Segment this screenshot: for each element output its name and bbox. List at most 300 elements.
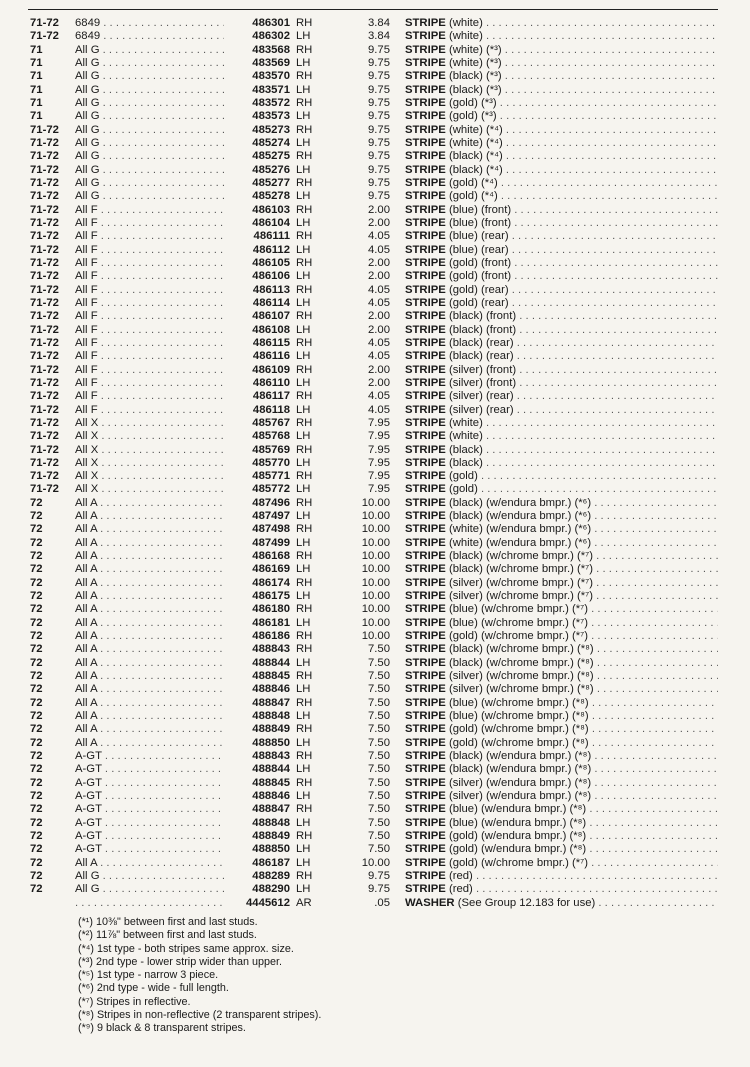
item-name: STRIPE [405,203,446,216]
item-name: STRIPE [405,416,446,429]
price-cell: 9.75 [368,136,390,149]
footnote: (*⁵) 1st type - narrow 3 piece. [78,969,219,982]
part-number-cell: 486301 [252,17,290,29]
side-cell: RH [296,776,313,789]
part-number-cell: 485769 [252,443,290,456]
part-number-cell: 488849 [252,830,290,843]
year-cell: 71-72 [30,230,59,243]
item-name: STRIPE [405,736,446,749]
model-cell: All G . . . [75,97,224,110]
year-cell: 71-72 [30,216,59,229]
item-detail: (black) (front) [448,323,517,336]
table-row [0,683,750,696]
part-number-cell: 485771 [252,470,290,483]
year-cell: 71-72 [30,136,59,149]
model-cell: All A . . . [75,657,224,670]
side-cell: LH [296,83,311,96]
description-cell [405,657,718,670]
table-row [0,377,750,390]
part-number-cell: 486302 [252,30,290,43]
table-row [0,457,750,470]
description-cell [405,843,718,856]
description-cell [405,590,718,603]
item-name: STRIPE [405,856,446,869]
part-number-cell: 485276 [252,163,290,176]
price-cell: 9.75 [368,43,390,56]
part-number-cell: 488844 [252,656,290,669]
table-row [0,297,750,310]
item-detail: (black) (rear) [448,336,514,349]
item-detail: (silver) (w/endura bmpr.) (*⁸) [448,790,592,803]
item-name: STRIPE [405,710,446,723]
year-cell: 72 [30,550,43,563]
model-cell: All G . . . [75,177,224,190]
side-cell: RH [296,203,313,216]
model-cell: All F . . . [75,204,224,217]
description-cell [405,643,718,656]
table-row [0,57,750,70]
model-cell: All F . . . [75,324,224,337]
description-cell [405,457,718,470]
part-number-cell: 486107 [252,310,290,323]
description-cell [405,390,718,403]
item-detail: (silver) (w/chrome bmpr.) (*⁷) [448,590,594,603]
part-number-cell: 486104 [252,216,290,229]
item-detail: (black) (*³) [448,70,502,83]
item-name: STRIPE [405,216,446,229]
item-name: STRIPE [405,616,446,629]
model-cell: All F . . . [75,404,224,417]
description-cell [405,337,718,350]
side-cell: RH [296,150,313,163]
year-cell: 71-72 [30,17,59,29]
year-cell: 71-72 [30,456,59,469]
item-name: STRIPE [405,456,446,469]
table-row [0,30,750,43]
part-number-cell: 485273 [252,123,290,136]
footnotes [78,916,321,1036]
side-cell: LH [296,510,311,523]
year-cell: 71-72 [30,443,59,456]
item-name: STRIPE [405,510,446,523]
part-number-cell: 486186 [252,630,290,643]
model-cell: All G . . . [75,57,224,70]
item-name: STRIPE [405,56,446,69]
item-name: STRIPE [405,336,446,349]
description-cell [405,350,718,363]
price-cell: 2.00 [368,310,390,323]
side-cell: LH [296,763,311,776]
description-cell [405,723,718,736]
table-row [0,803,750,816]
footnote: (*²) 11⅞" between first and last studs. [78,929,257,942]
item-detail: (black) (front) [448,310,517,323]
model-cell: All F . . . [75,337,224,350]
model-cell: All A . . . [75,630,224,643]
year-cell: 71 [30,96,43,109]
part-number-cell: 483568 [252,43,290,56]
price-cell: 2.00 [368,256,390,269]
model-cell: All F . . . [75,350,224,363]
item-detail: (silver) (w/chrome bmpr.) (*⁸) [448,683,594,696]
description-cell [405,483,718,496]
part-number-cell: 486169 [252,563,290,576]
year-cell: 72 [30,883,43,896]
description-cell [405,870,718,883]
table-row [0,550,750,563]
item-detail: (blue) (w/endura bmpr.) (*⁸) [448,803,587,816]
model-cell: All A . . . [75,523,224,536]
price-cell: 7.50 [368,750,390,763]
price-cell: 9.75 [368,150,390,163]
side-cell: AR [296,896,312,909]
year-cell: 72 [30,856,43,869]
model-cell: All F . . . [75,284,224,297]
model-cell: All G . . . [75,164,224,177]
item-detail: (gold) (front) [448,256,512,269]
side-cell: RH [296,870,313,882]
item-detail: (red) [448,883,473,896]
part-number-cell: 486180 [252,603,290,616]
year-cell: 71-72 [30,483,59,496]
item-detail: (white) (w/endura bmpr.) (*⁶) [448,523,592,536]
table-row [0,150,750,163]
item-name: STRIPE [405,536,446,549]
description-cell [405,297,718,310]
description-cell [405,763,718,776]
model-cell: All A . . . [75,563,224,576]
description-cell [405,97,718,110]
side-cell: RH [296,603,313,616]
price-cell: 9.75 [368,83,390,96]
item-detail: (gold) (w/chrome bmpr.) (*⁷) [448,630,589,643]
side-cell: RH [296,550,313,563]
side-cell: LH [296,710,311,723]
price-cell: 7.95 [368,456,390,469]
item-name: STRIPE [405,523,446,536]
year-cell: 71-72 [30,430,59,443]
model-cell: All A . . . [75,710,224,723]
item-name: STRIPE [405,243,446,256]
description-cell [405,244,718,257]
part-number-cell: 485274 [252,136,290,149]
part-number-cell: 485275 [252,150,290,163]
description-cell [405,510,718,523]
price-cell: 10.00 [361,510,390,523]
side-cell: RH [296,123,313,136]
table-row [0,337,750,350]
table-row [0,84,750,97]
parts-table [0,17,750,910]
item-detail: (black) (w/chrome bmpr.) (*⁷) [448,550,594,563]
item-name: STRIPE [405,696,446,709]
description-cell [405,164,718,177]
item-detail: (blue) (rear) [448,230,509,243]
table-row [0,537,750,550]
side-cell: LH [296,843,311,856]
part-number-cell: 487497 [252,510,290,523]
year-cell: 72 [30,830,43,843]
table-row [0,270,750,283]
side-cell: RH [296,96,313,109]
item-detail: (blue) (w/chrome bmpr.) (*⁷) [448,616,589,629]
table-row [0,124,750,137]
item-detail: (black) (w/endura bmpr.) (*⁶) [448,510,592,523]
part-number-cell: 488290 [252,883,290,896]
part-number-cell: 488289 [252,870,290,882]
side-cell: RH [296,803,313,816]
footnote: (*¹) 10⅜" between first and last studs. [78,916,258,928]
price-cell: 10.00 [361,630,390,643]
year-cell: 71-72 [30,310,59,323]
price-cell: 10.00 [361,550,390,563]
price-cell: 4.05 [368,243,390,256]
side-cell: RH [296,416,313,429]
description-cell [405,790,718,803]
price-cell: 4.05 [368,390,390,403]
table-row [0,510,750,523]
item-detail: (gold) (w/chrome bmpr.) (*⁸) [448,723,589,736]
item-detail: (red) [448,870,473,882]
item-name: STRIPE [405,363,446,376]
model-cell: A-GT . . . [75,777,224,790]
item-name: STRIPE [405,163,446,176]
item-detail: (blue) (front) [448,203,512,216]
price-cell: 7.95 [368,430,390,443]
year-cell: 71-72 [30,470,59,483]
side-cell: RH [296,230,313,243]
item-name: STRIPE [405,643,446,656]
model-cell: All G . . . [75,190,224,203]
item-detail: (gold) (*⁴) [448,176,498,189]
item-name: STRIPE [405,496,446,509]
table-row [0,603,750,616]
item-name: STRIPE [405,270,446,283]
description-cell [405,204,718,217]
item-detail: (black) (*⁴) [448,163,503,176]
part-number-cell: 486108 [252,323,290,336]
item-name: STRIPE [405,550,446,563]
table-row [0,710,750,723]
table-row [0,164,750,177]
year-cell: 72 [30,630,43,643]
year-cell: 71-72 [30,270,59,283]
description-cell [405,803,718,816]
table-row [0,217,750,230]
model-cell: All F . . . [75,230,224,243]
description-cell [405,270,718,283]
item-name: STRIPE [405,443,446,456]
item-name: STRIPE [405,603,446,616]
table-row [0,897,750,910]
item-detail: (gold) [448,470,478,483]
side-cell: RH [296,17,313,29]
item-name: STRIPE [405,870,446,882]
part-number-cell: 486175 [252,590,290,603]
side-cell: RH [296,723,313,736]
model-cell: All A . . . [75,697,224,710]
table-row [0,417,750,430]
description-cell [405,110,718,123]
part-number-cell: 486114 [252,296,290,309]
part-number-cell: 486174 [252,576,290,589]
model-cell: All X . . . [75,417,224,430]
item-name: STRIPE [405,43,446,56]
description-cell [405,563,718,576]
table-row [0,364,750,377]
price-cell: 10.00 [361,523,390,536]
item-detail: (blue) (w/chrome bmpr.) (*⁸) [448,696,589,709]
item-detail: (gold) (w/chrome bmpr.) (*⁷) [448,856,589,869]
year-cell: 71-72 [30,390,59,403]
item-detail: (white) [448,17,483,29]
table-row [0,204,750,217]
item-detail: (black) (*³) [448,83,502,96]
price-cell: 7.50 [368,670,390,683]
price-cell: 9.75 [368,870,390,882]
year-cell: 72 [30,683,43,696]
year-cell: 71-72 [30,336,59,349]
item-detail: (blue) (w/endura bmpr.) (*⁸) [448,816,587,829]
item-name: STRIPE [405,763,446,776]
item-detail: (gold) (w/endura bmpr.) (*⁸) [448,843,587,856]
model-cell: All A . . . [75,643,224,656]
item-name: STRIPE [405,630,446,643]
part-number-cell: 488848 [252,816,290,829]
model-cell: All F . . . [75,364,224,377]
model-cell: All F . . . [75,244,224,257]
part-number-cell: 486187 [252,856,290,869]
table-row [0,137,750,150]
model-cell: All F . . . [75,257,224,270]
item-detail: (silver) (w/chrome bmpr.) (*⁷) [448,576,594,589]
year-cell: 72 [30,563,43,576]
side-cell: LH [296,56,311,69]
table-row [0,44,750,57]
part-number-cell: 486168 [252,550,290,563]
part-number-cell: 488848 [252,710,290,723]
side-cell: LH [296,816,311,829]
part-number-cell: 486113 [252,283,290,296]
description-cell [405,750,718,763]
model-cell: All F . . . [75,270,224,283]
price-cell: 10.00 [361,576,390,589]
side-cell: LH [296,456,311,469]
description-cell [405,17,718,30]
price-cell: 9.75 [368,96,390,109]
part-number-cell: 488843 [252,750,290,763]
year-cell: 72 [30,710,43,723]
part-number-cell: 488844 [252,763,290,776]
model-cell: All G . . . [75,70,224,83]
model-cell: A-GT . . . [75,830,224,843]
side-cell: LH [296,736,311,749]
model-cell: All F . . . [75,217,224,230]
description-cell [405,857,718,870]
year-cell: 72 [30,816,43,829]
part-number-cell: 485277 [252,176,290,189]
year-cell: 71 [30,43,43,56]
price-cell: 7.95 [368,470,390,483]
price-cell: 7.50 [368,683,390,696]
item-name: STRIPE [405,670,446,683]
price-cell: 7.95 [368,443,390,456]
item-detail: (black) (*⁴) [448,150,503,163]
price-cell: 7.50 [368,736,390,749]
price-cell: 10.00 [361,603,390,616]
item-name: WASHER [405,896,455,909]
item-detail: (black) (w/endura bmpr.) (*⁶) [448,496,592,509]
model-cell: All X . . . [75,444,224,457]
model-cell: All X . . . [75,430,224,443]
year-cell: 71-72 [30,416,59,429]
description-cell [405,550,718,563]
price-cell: 2.00 [368,216,390,229]
item-detail: (gold) (front) [448,270,512,283]
item-detail: (black) (w/chrome bmpr.) (*⁸) [448,656,594,669]
price-cell: 9.75 [368,163,390,176]
part-number-cell: 483572 [252,96,290,109]
price-cell: 7.50 [368,696,390,709]
table-row [0,70,750,83]
year-cell: 72 [30,803,43,816]
item-name: STRIPE [405,803,446,816]
footnote: (*⁶) 2nd type - wide - full length. [78,982,229,995]
table-row [0,523,750,536]
footnote: (*³) 2nd type - lower strip wider than upper. [78,955,283,968]
side-cell: RH [296,283,313,296]
model-cell: A-GT . . . [75,803,224,816]
model-cell: All A . . . [75,510,224,523]
year-cell: 72 [30,723,43,736]
part-number-cell: 483570 [252,70,290,83]
model-cell: All G . . . [75,870,224,883]
year-cell: 71 [30,70,43,83]
table-row [0,737,750,750]
part-number-cell: 483569 [252,56,290,69]
part-number-cell: 487498 [252,523,290,536]
side-cell: RH [296,576,313,589]
part-number-cell: 486116 [252,350,290,363]
year-cell: 71-72 [30,283,59,296]
item-name: STRIPE [405,470,446,483]
side-cell: LH [296,296,311,309]
table-row [0,723,750,736]
model-cell: All A . . . [75,550,224,563]
description-cell [405,404,718,417]
side-cell: LH [296,163,311,176]
price-cell: 4.05 [368,296,390,309]
side-cell: LH [296,190,311,203]
model-cell: All A . . . [75,737,224,750]
description-cell [405,444,718,457]
price-cell: 3.84 [368,17,390,29]
year-cell: 72 [30,496,43,509]
item-name: STRIPE [405,376,446,389]
price-cell: 9.75 [368,883,390,896]
table-row [0,497,750,510]
description-cell [405,883,718,896]
side-cell: LH [296,216,311,229]
item-detail: (white) (*³) [448,56,502,69]
year-cell: 71 [30,83,43,96]
description-cell [405,777,718,790]
model-cell: All A . . . [75,670,224,683]
year-cell: 72 [30,616,43,629]
model-cell: 6849 . . . [75,17,224,30]
item-name: STRIPE [405,17,446,29]
year-cell: 71-72 [30,176,59,189]
